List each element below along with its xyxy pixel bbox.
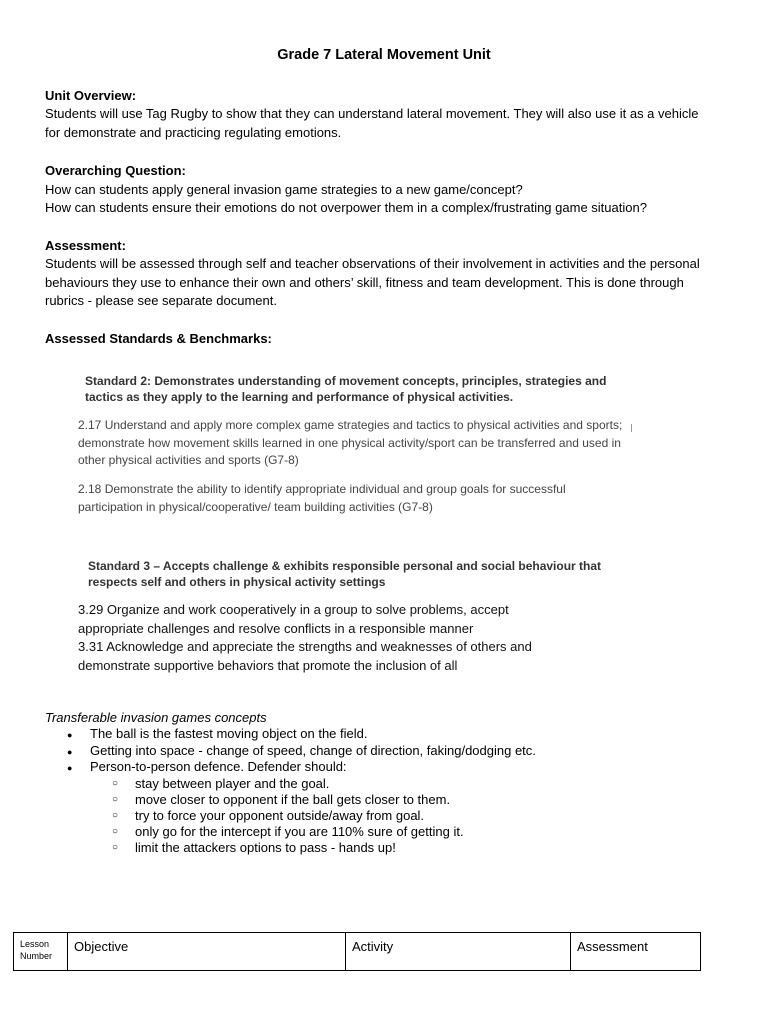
unit-overview-heading: Unit Overview: (45, 88, 137, 103)
overarching-question-1: How can students apply general invasion game strategies to a new game/concept? (45, 182, 523, 197)
header-lesson-number: Lesson Number (14, 933, 68, 971)
text-cursor-mark (631, 424, 632, 432)
standards-heading: Assessed Standards & Benchmarks: (45, 331, 272, 346)
concepts-list (45, 726, 725, 776)
list-item: ○ move closer to opponent if the ball gets closer to them. (45, 792, 725, 808)
standard-3-heading: Standard 3 – Accepts challenge & exhibits responsible personal and social behaviour that respects self and others in physical activity settings (88, 559, 602, 589)
overarching-question-heading: Overarching Question: (45, 163, 186, 178)
header-assessment: Assessment (571, 933, 701, 971)
list-item: ● Getting into space - change of speed, change of direction, faking/dodging etc. (45, 743, 725, 760)
unit-overview-text: Students will use Tag Rugby to show that they can understand lateral movement. They will also use it as a vehicle for demonstrate and practicing regulating emotions. (45, 106, 699, 140)
assessment-text: Students will be assessed through self and teacher observations of their involvement in activities and the personal behaviours they use to enhance their own and others’ skill, fitness and team development. This is done through rubrics - please see separate document. (45, 256, 700, 308)
header-objective: Objective (68, 933, 346, 971)
overarching-question-2: How can students ensure their emotions do not overpower them in a complex/frustrating game situation? (45, 200, 647, 215)
list-item: ○ limit the attackers options to pass - hands up! (45, 840, 725, 856)
assessment-heading: Assessment: (45, 238, 126, 253)
standard-2-heading: Standard 2: Demonstrates understanding of movement concepts, principles, strategies and tactics as they apply to the learning and performance of physical activities. (85, 374, 607, 404)
benchmark-3-29: 3.29 Organize and work cooperatively in a group to solve problems, accept appropriate challenges and resolve conflicts in a responsible manner (78, 602, 509, 636)
lesson-table (13, 932, 701, 971)
table-header-row (14, 933, 701, 971)
list-item: ○ only go for the intercept if you are 110% sure of getting it. (45, 824, 725, 840)
concepts-heading: Transferable invasion games concepts (45, 710, 267, 725)
header-activity: Activity (346, 933, 571, 971)
list-item: ● The ball is the fastest moving object on the field. (45, 726, 725, 743)
defence-sublist (45, 776, 725, 856)
page-title: Grade 7 Lateral Movement Unit (277, 47, 491, 63)
list-item: ○ try to force your opponent outside/away from goal. (45, 808, 725, 824)
benchmark-3-31: 3.31 Acknowledge and appreciate the strengths and weaknesses of others and demonstrate supportive behaviors that promote the inclusion of all (78, 639, 532, 673)
benchmark-2-18: 2.18 Demonstrate the ability to identify appropriate individual and group goals for successful participation in physical/cooperative/ team building activities (G7-8) (78, 482, 566, 514)
benchmark-2-17: 2.17 Understand and apply more complex game strategies and tactics to physical activities and sports; demonstrate how movement skills learned in one physical activity/sport can be transferred and used in other physical activities and sports (G7-8) (78, 418, 623, 467)
list-item: ○ stay between player and the goal. (45, 776, 725, 792)
list-item: ● Person-to-person defence. Defender should: (45, 759, 725, 776)
